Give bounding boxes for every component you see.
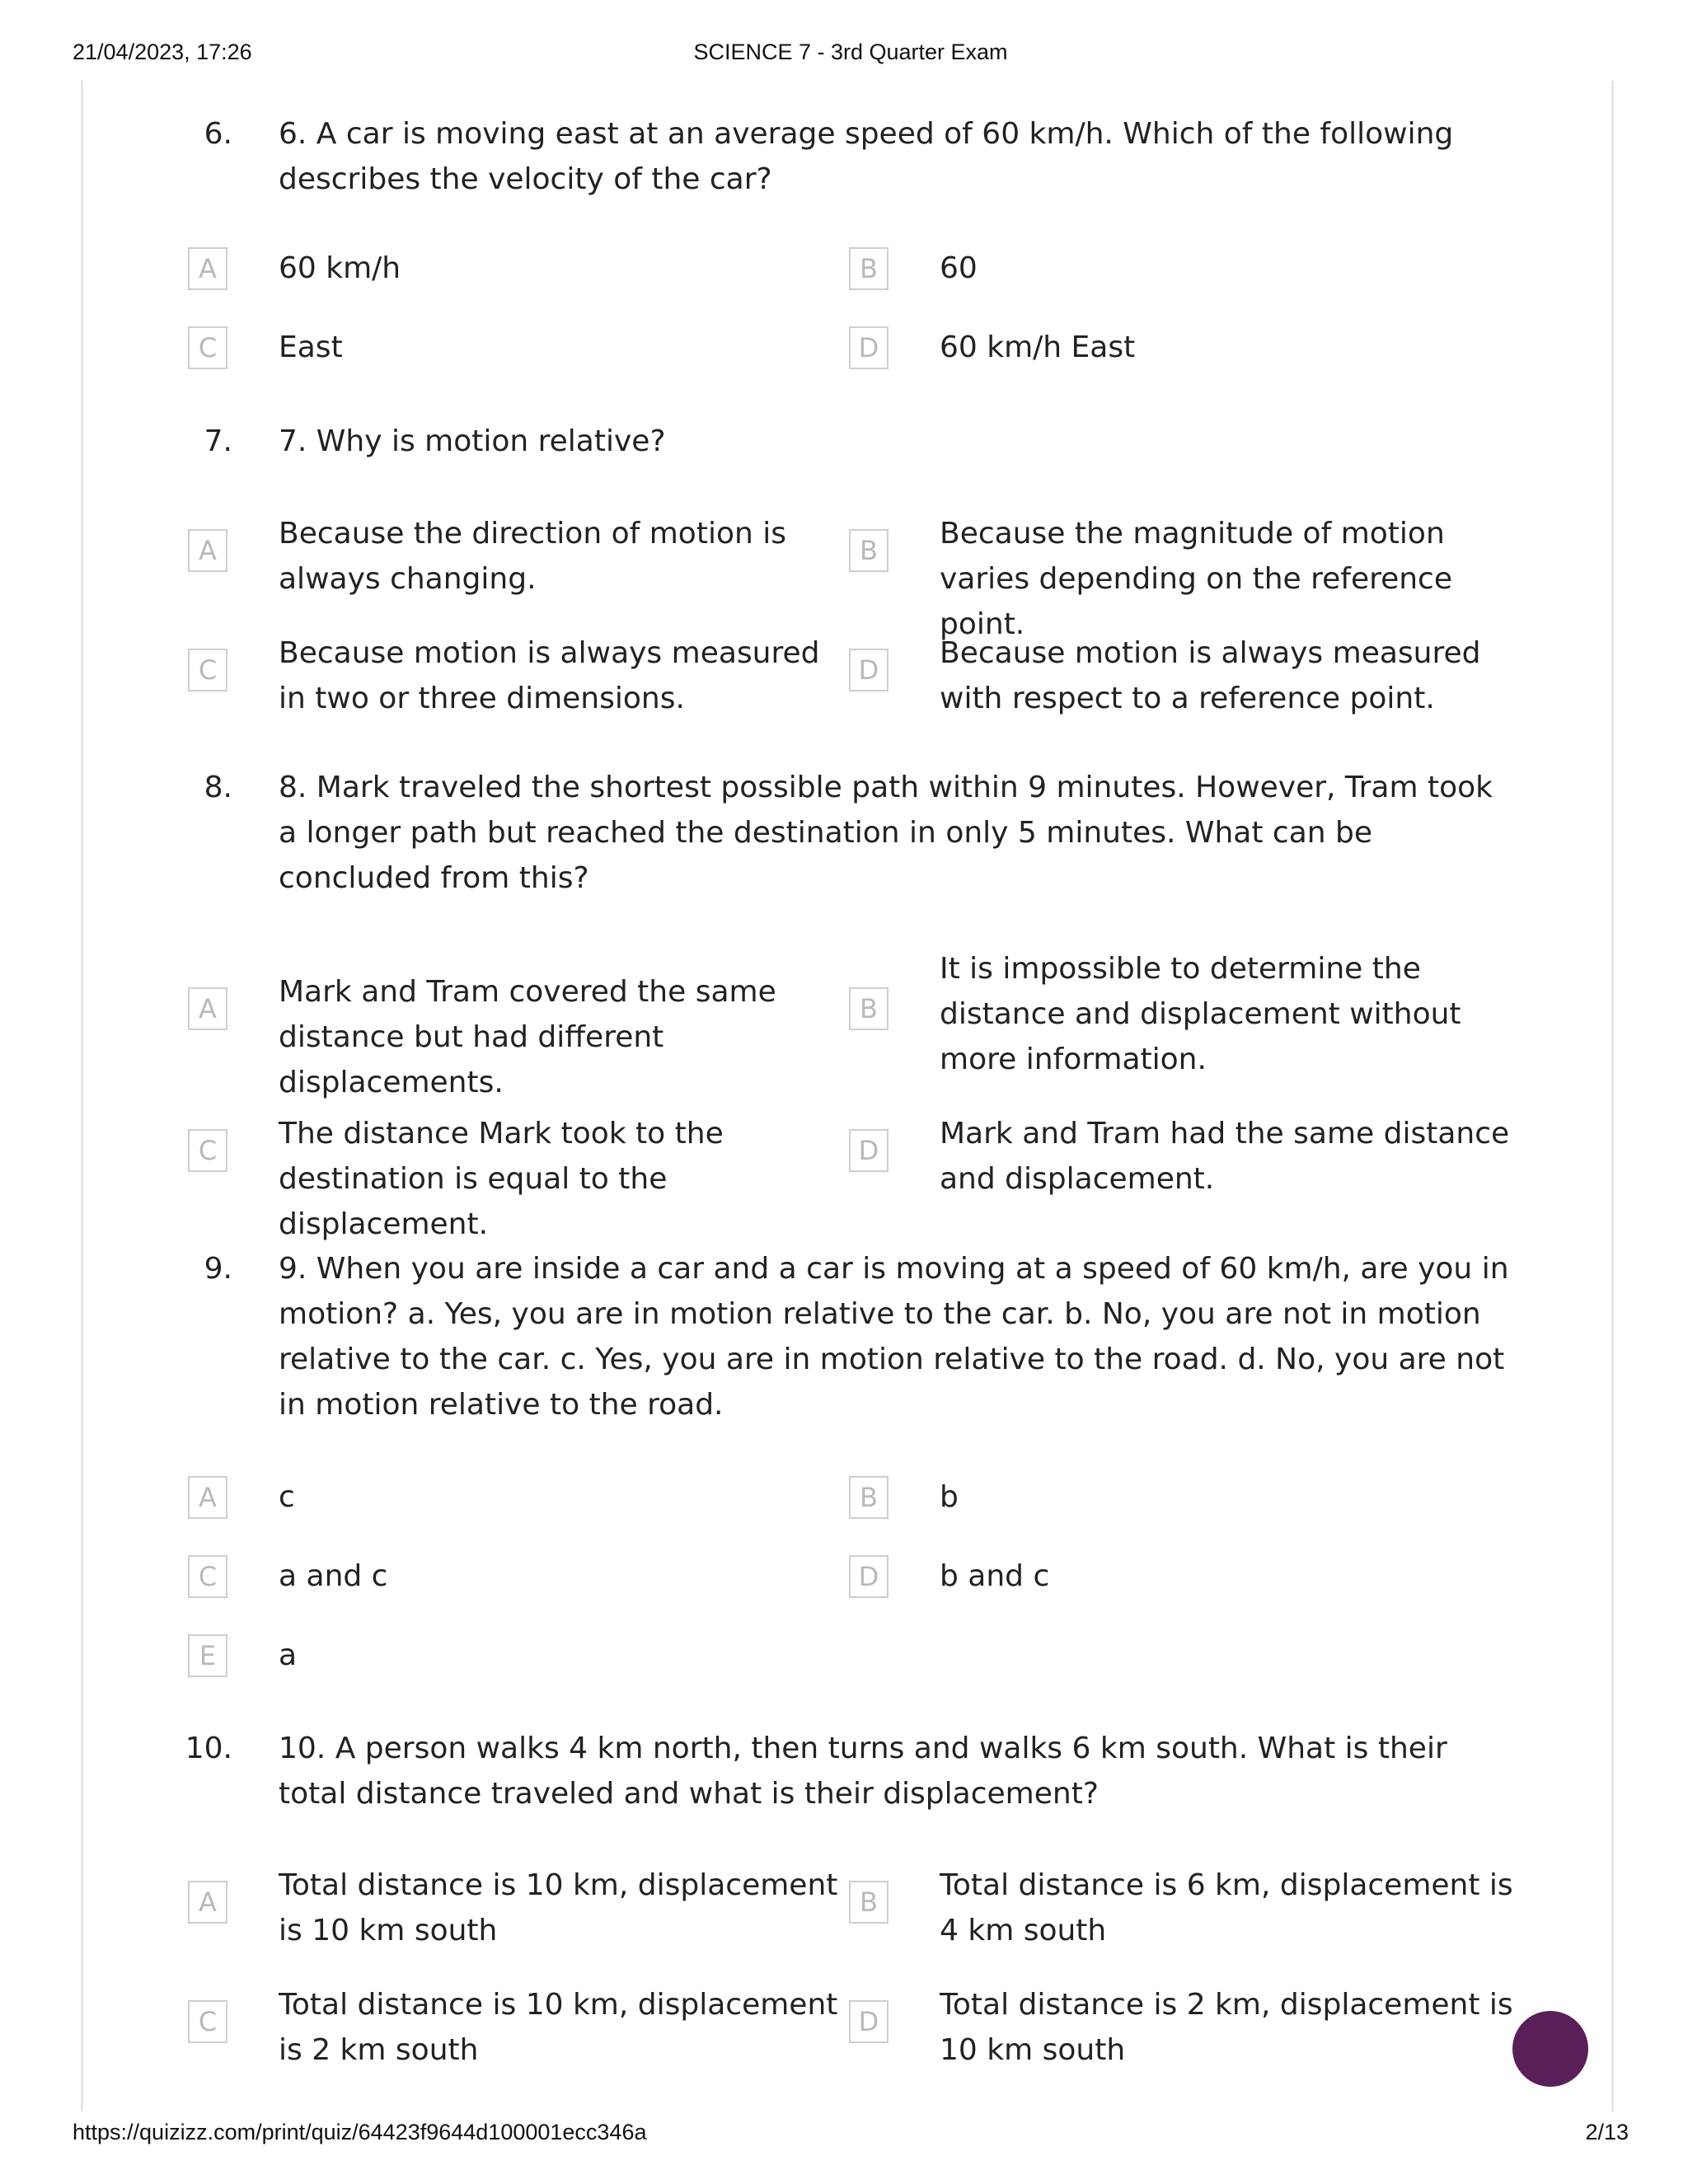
option-text: Mark and Tram had the same distance and displacement.	[940, 1117, 1510, 1196]
option-letter-box: B	[849, 1881, 889, 1924]
option-letter-box: A	[188, 987, 227, 1030]
option-letter-box: D	[849, 649, 889, 691]
option-letter-box: D	[849, 1129, 889, 1172]
option-letter-box: B	[849, 247, 889, 290]
print-footer	[73, 2120, 1629, 2149]
option-letter-box: A	[188, 529, 227, 572]
option-text: b and c	[940, 1559, 1050, 1593]
question-number: 9.	[204, 1252, 232, 1286]
option-text: Because motion is always measured with respect to a reference point.	[940, 636, 1481, 715]
option-letter-box: B	[849, 987, 889, 1030]
print-datetime: 21/04/2023, 17:26	[73, 40, 252, 64]
question-text: 9. When you are inside a car and a car is moving at a speed of 60 km/h, are you in motion? a. Yes, you are in motion relative to the car. b. No, you are not in motion relative to the car. c. Yes, you are in motion relative to the road. d. No, you are not in motion relative to the road.	[279, 1252, 1509, 1422]
question-number: 10.	[185, 1732, 232, 1765]
question-text: 6. A car is moving east at an average speed of 60 km/h. Which of the following describes the velocity of the car?	[279, 117, 1454, 196]
option-text: Total distance is 6 km, displacement is 4 km south	[940, 1868, 1513, 1947]
option-text: b	[940, 1480, 959, 1514]
option-text: Mark and Tram covered the same distance but had different displacements.	[279, 975, 776, 1099]
print-title: SCIENCE 7 - 3rd Quarter Exam	[693, 40, 1008, 64]
question-number: 7.	[204, 424, 232, 458]
option-letter-box: D	[849, 326, 889, 369]
option-letter-box: B	[849, 1476, 889, 1519]
option-letter-box: C	[188, 1555, 227, 1598]
option-text: Total distance is 10 km, displacement is 2 km south	[279, 1988, 838, 2067]
question-text: 10. A person walks 4 km north, then turns and walks 6 km south. What is their total distance traveled and what is their displacement?	[279, 1732, 1447, 1811]
option-text: 60 km/h	[279, 251, 401, 285]
option-text: It is impossible to determine the distance and displacement without more information.	[940, 952, 1461, 1076]
option-letter-box: C	[188, 2000, 227, 2043]
option-letter-box: E	[188, 1634, 227, 1677]
floating-action-button[interactable]	[1512, 2011, 1588, 2087]
option-text: Total distance is 10 km, displacement is 10 km south	[279, 1868, 838, 1947]
question-text: 8. Mark traveled the shortest possible path within 9 minutes. However, Tram took a longer path but reached the destination in only 5 minutes. What can be concluded from this?	[279, 771, 1493, 895]
option-text: 60	[940, 251, 978, 285]
print-page-number: 2/13	[1585, 2120, 1629, 2144]
print-header	[73, 40, 1629, 69]
option-letter-box: C	[188, 1129, 227, 1172]
option-text: The distance Mark took to the destination is equal to the displacement.	[279, 1117, 724, 1241]
question-text: 7. Why is motion relative?	[279, 424, 666, 458]
option-letter-box: B	[849, 529, 889, 572]
option-text: Because the magnitude of motion varies depending on the reference point.	[940, 517, 1453, 641]
option-letter-box: A	[188, 1881, 227, 1924]
question-number: 6.	[204, 117, 232, 151]
print-url[interactable]: https://quizizz.com/print/quiz/64423f9644d100001ecc346a	[73, 2120, 647, 2144]
option-letter-box: C	[188, 649, 227, 691]
option-letter-box: A	[188, 1476, 227, 1519]
option-text: 60 km/h East	[940, 330, 1136, 364]
option-text: East	[279, 330, 343, 364]
question-number: 8.	[204, 771, 232, 804]
option-text: a	[279, 1638, 298, 1672]
option-letter-box: D	[849, 1555, 889, 1598]
option-letter-box: A	[188, 247, 227, 290]
option-text: Because motion is always measured in two or three dimensions.	[279, 636, 820, 715]
option-text: Total distance is 2 km, displacement is 10 km south	[940, 1988, 1513, 2067]
option-text: Because the direction of motion is always changing.	[279, 517, 786, 596]
option-letter-box: C	[188, 326, 227, 369]
option-text: a and c	[279, 1559, 388, 1593]
option-text: c	[279, 1480, 295, 1514]
option-letter-box: D	[849, 2000, 889, 2043]
